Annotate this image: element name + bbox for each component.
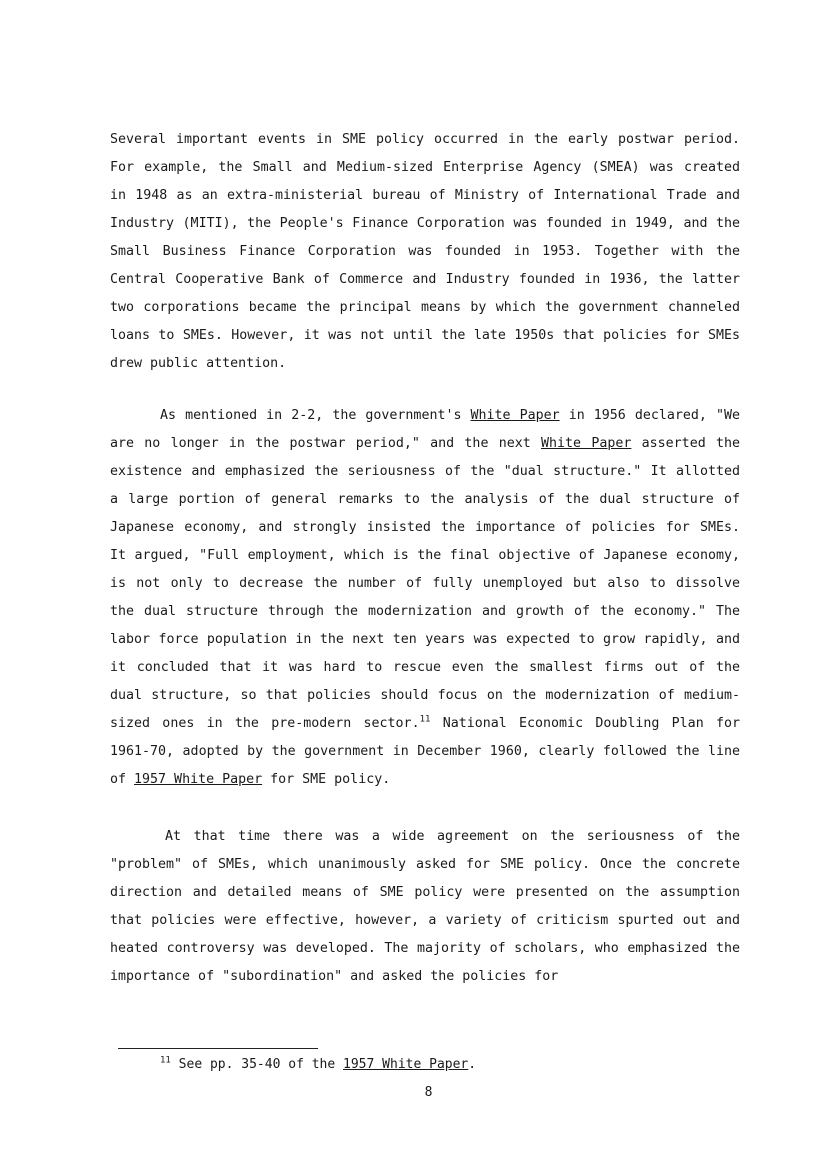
page-number: 8 <box>424 1085 433 1100</box>
paragraph-early-postwar-events: Several important events in SME policy occurred in the early postwar period. For example, the Small and Medium-sized Enterprise Agency (SMEA) was created in 1948 as an extra-ministerial bureau of Ministry of International Trade and Industry (MITI), the People's Finance Corporation was founded in 1949, and the Small Business Finance Corporation was founded in 1953. Together with the Central Cooperative Bank of Commerce and Industry founded in 1936, the latter two corporations became the principal means by which the government channeled loans to SMEs. However, it was not until the late 1950s that policies for SMEs drew public attention. <box>110 132 740 371</box>
text-span: As mentioned in 2-2, the government's <box>160 408 471 423</box>
footnote <box>160 1054 476 1076</box>
footnote-reference: 11 <box>419 714 431 725</box>
footnote-marker: 11 <box>160 1055 171 1066</box>
text-span: in 1956 declared, "We are no longer in the postwar period," and the next <box>110 408 740 451</box>
text-span: National Economic Doubling Plan for 1961-70, adopted by the government in December 1960, clearly followed the line of <box>110 716 740 787</box>
text-span: asserted the existence and emphasized the seriousness of the "dual structure." It allotted a large portion of general remarks to the analysis of the dual structure of Japanese economy, and strongly insisted the importance of policies for SMEs. It argued, "Full employment, which is the final objective of Japanese economy, is not only to decrease the number of fully unemployed but also to dissolve the dual structure through the modernization and growth of the economy." The labor force population in the next ten years was expected to grow rapidly, and it concluded that it was hard to rescue even the smallest firms out of the dual structure, so that policies should focus on the modernization of medium-sized ones in the pre-modern sector. <box>110 436 740 731</box>
footnote-text: See pp. 35-40 of the <box>170 1057 344 1072</box>
footnote-text: . <box>468 1057 477 1072</box>
footnote-white-paper-title: 1957 White Paper <box>343 1057 469 1072</box>
paragraph-white-paper-dual-structure <box>110 402 740 794</box>
footnote-divider <box>118 1048 318 1049</box>
white-paper-title: White Paper <box>541 436 632 451</box>
white-paper-title: 1957 White Paper <box>134 772 263 787</box>
text-span: for SME policy. <box>262 772 391 787</box>
paragraph-sme-controversy: At that time there was a wide agreement on the seriousness of the "problem" of SMEs, which unanimously asked for SME policy. Once the concrete direction and detailed means of SME policy were presented on the assumption that policies were effective, however, a variety of criticism spurted out and heated controversy was developed. The majority of scholars, who emphasized the importance of "subordination" and asked the policies for <box>110 829 740 984</box>
white-paper-title: White Paper <box>470 408 560 423</box>
